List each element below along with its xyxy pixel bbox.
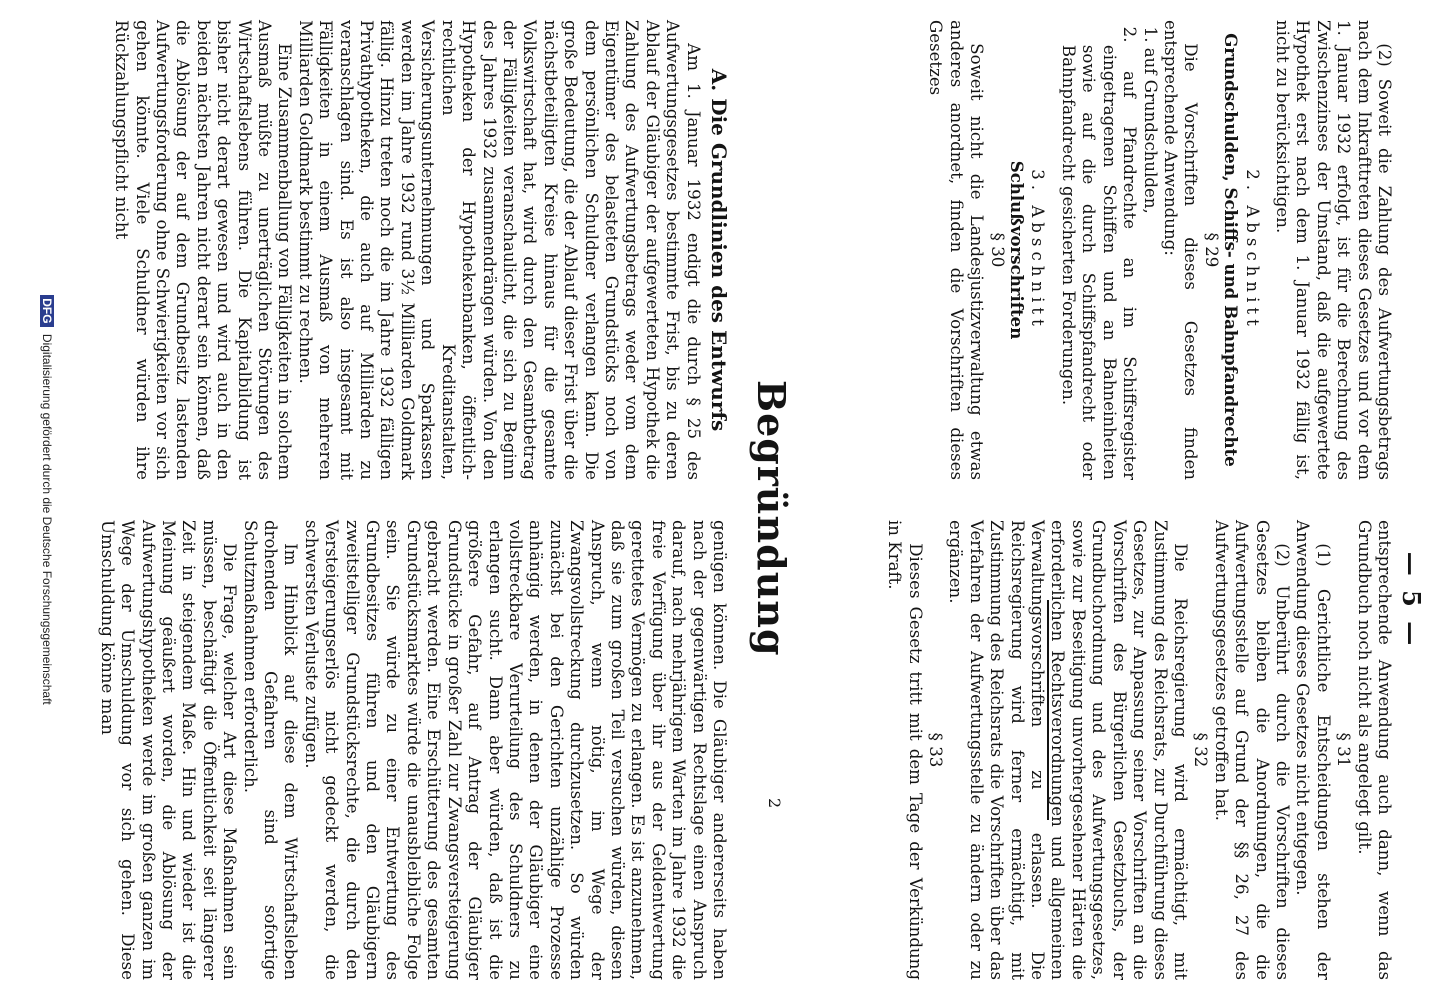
upper-right-column <box>884 520 1394 980</box>
footer-text: Digitalisierung gefördert durch die Deutsche Forschungsgemeinschaft <box>40 333 54 705</box>
section-2-title: Grundschulden, Schiffs- und Bahnpfandrechte <box>1221 33 1242 467</box>
paragraph-29-number: § 29 <box>1201 232 1221 268</box>
list-item-1: 1. auf Grundschulden, <box>1140 26 1160 214</box>
section-3-title: Schlußvorschriften <box>1007 160 1028 340</box>
paragraph-31-2: (2) Unberührt durch die Vorschriften dieses Gesetzes bleiben die Anordnungen, die die Aufwertungsstelle auf Grund der §§ 26, 27 des Aufwertungsgesetzes getroffen hat. <box>1211 520 1292 980</box>
section-3-heading: 3. Abschnitt <box>1028 169 1048 331</box>
list-item-2: 2. auf Pfandrechte an im Schiffsregister eingetragenen Schiffen und an Bahneinheiten sowie auf die durch Schiffspfandrecht oder Bahnpfandrecht gesicherten Forderungen. <box>1058 26 1140 480</box>
document-title: Begründung <box>749 380 794 657</box>
page-number: — 5 — <box>1397 551 1426 649</box>
dfg-logo: DFG <box>40 295 54 326</box>
lower-left-paragraph-2: Eine Zusammenballung von Fälligkeiten in solchem Ausmaß müßte zu unerträglichen Störungen des Wirtschaftslebens führen. Die Kapitalbildung ist bisher nicht derart gewesen und wird auch in den beiden nächsten Jahren nicht derart sein können, daß die Ablösung der auf dem Grundbesitz lastenden Aufwertungsforderung ohne Schwierigkeiten vor sich gehen könnte. Viele Schuldner würden ihre Rückzahlungspflicht nicht <box>112 20 295 480</box>
paragraph-33-text: Dieses Gesetz tritt mit dem Tage der Verkündung in Kraft. <box>885 520 925 980</box>
continuation-text: entsprechende Anwendung auch dann, wenn das Grundbuch noch nicht als angelegt gilt. <box>1354 520 1394 980</box>
paragraph-32-text: Die Reichsregierung wird ermächtigt, mit Zustimmung des Reichsrats, zur Durchführung dieses Gesetzes, zur Anpassung seiner Vorschriften an die Vorschriften des Bürgerlichen Gesetzbuchs, der Grundbuchordnung und des Aufwertungsgesetzes, sowie zur Beseitigung unvorhergesehener Härten die erforderlichen Rechtsverordnungen und allgemeinen Verwaltungsvorschriften zu erlassen. Die Reichsregierung wird ferner ermächtigt, mit Zustimmung des Reichsrats die Vorschriften über das Verfahren der Aufwertungsstelle zu ändern oder zu ergänzen. <box>946 520 1190 980</box>
section-a-heading: A. Die Grundlinien des Entwurfs <box>707 68 731 432</box>
digitization-footer <box>40 0 54 1000</box>
upper-left-column <box>925 20 1394 480</box>
section-2-heading: 2. Abschnitt <box>1242 169 1262 331</box>
paragraph-28-2: (2) Soweit die Zahlung des Aufwertungsbetrags nach dem Inkrafttreten dieses Gesetzes und vor dem 1. Januar 1932 erfolgt, ist für die Berechnung des Zwischenzinses der Umstand, daß die aufgewertete Hypothek erst nach dem 1. Januar 1932 fällig ist, nicht zu berücksichtigen. <box>1272 20 1394 480</box>
paragraph-31-number: § 31 <box>1334 732 1354 768</box>
paragraph-32-number: § 32 <box>1191 732 1211 768</box>
paragraph-29-text: Die Vorschriften dieses Gesetzes finden entsprechende Anwendung: <box>1160 20 1201 480</box>
paragraph-30-number: § 30 <box>987 232 1007 268</box>
paragraph-31-1: (1) Gerichtliche Entscheidungen stehen der Anwendung dieses Gesetzes nicht entgegen. <box>1293 520 1333 980</box>
lower-right-paragraph-1: genügen können. Die Gläubiger andererseits haben nach der gegenwärtigen Rechtslage einen Anspruch darauf, nach mehrjährigem Warten im Jahre 1932 die freie Verfügung über ihr aus der Geldentwertung gerettetes Vermögen zu erlangen. Es ist anzunehmen, daß sie zum großen Teil versuchen würden, diesen Anspruch, wenn nötig, im Wege der Zwangsvollstreckung durchzusetzen. So würden zunächst bei den Gerichten unzählige Prozesse anhängig werden, in denen der Gläubiger eine vollstreckbare Verurteilung des Schuldners zu erlangen sucht. Dann aber würden, daß ist die größere Gefahr, auf Antrag der Gläubiger Grundstücke in großer Zahl zur Zwangsversteigerung gebracht werden. Eine Erschütterung des gesamten Grundstücksmarktes würde die unausbleibliche Folge sein. Sie würde zu einer Entwertung des Grundbesitzes führen und den Gläubigern zweitstelliger Grundstücksrechte, die durch den Versteigerungserlös nicht gedeckt werden, die schwersten Verluste zufügen. <box>301 520 729 980</box>
lower-right-paragraph-3: Die Frage, welcher Art diese Maßnahmen sein müssen, beschäftigt die Öffentlichkeit seit längerer Zeit in steigendem Maße. Hin und wieder ist die Meinung geäußert worden, die Ablösung der Aufwertungshypotheken werde im großen ganzen im Wege der Umschuldung vor sich gehen. Diese Umschuldung könne man <box>97 520 240 980</box>
paragraph-30-text: Soweit nicht die Landesjustizverwaltung etwas anderes anordnet, finden die Vorschriften dieses Gesetzes <box>926 20 987 480</box>
paragraph-33-number: § 33 <box>926 732 946 768</box>
lower-left-column <box>111 20 729 480</box>
lower-right-paragraph-2: Im Hinblick auf diese dem Wirtschaftsleben drohenden Gefahren sind sofortige Schutzmaßnahmen erforderlich. <box>240 520 301 980</box>
lower-left-paragraph-1: Am 1. Januar 1932 endigt die durch § 25 des Aufwertungsgesetzes bestimmte Frist, bis zu deren Ablauf der Gläubiger der aufgewerteten Hypothek die Zahlung des Aufwertungsbetrags weder vom dem Eigentümer des belasteten Grundstücks noch von dem persönlichen Schuldner verlangen kann. Die große Bedeutung, die der Ablauf dieser Frist über die nächstbeteiligten Kreise hinaus für die gesamte Volkswirtschaft hat, wird durch den Gesamtbetrag der Fälligkeiten veranschaulicht, die sich zu Beginn des Jahres 1932 zusammendrängen würden. Von den Hypotheken der Hypothekenbanken, öffentlich-rechtlichen Kreditanstalten, Versicherungsunternehmungen und Sparkassen werden im Jahre 1932 rund 3½ Milliarden Goldmark fällig. Hinzu treten noch die im Jahre 1932 fälligen Privathypotheken, die auch auf Milliarden zu veranschlagen sind. Es ist also insgesamt mit Fälligkeiten in einem Ausmaß von mehreren Milliarden Goldmark bestimmt zu rechnen. <box>295 20 703 480</box>
lower-right-column <box>96 520 729 980</box>
sheet-marker: 2 <box>765 798 784 809</box>
